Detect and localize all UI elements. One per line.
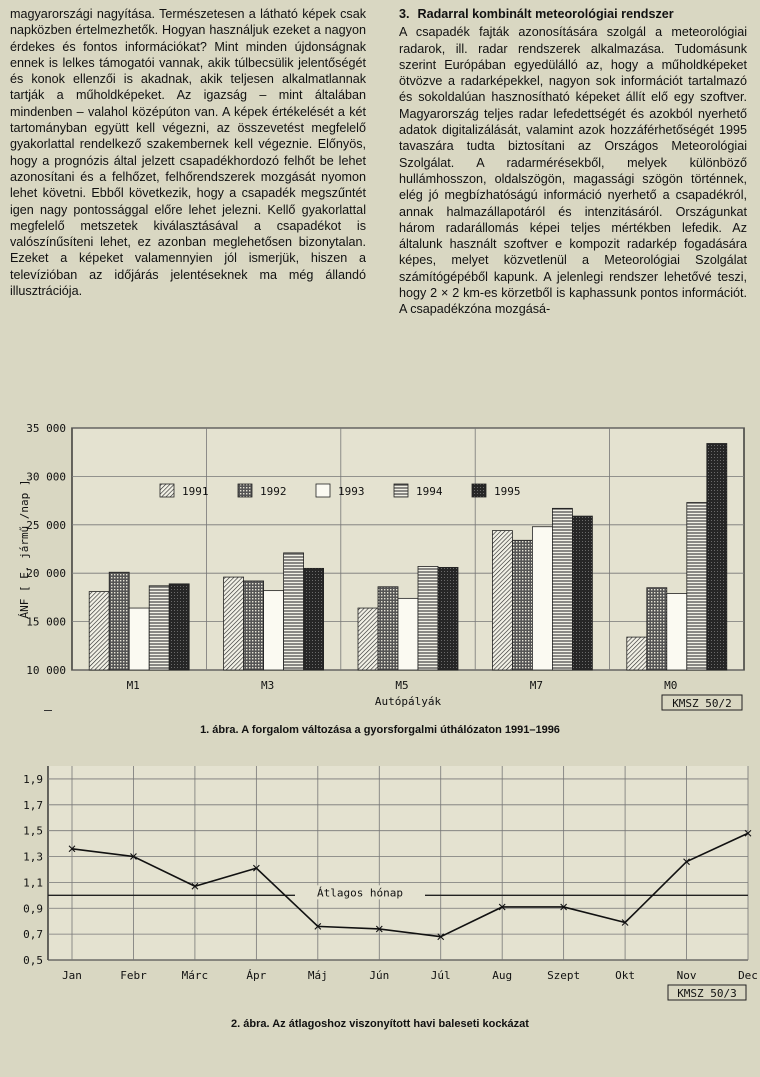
legend-swatch <box>238 484 252 497</box>
bar <box>224 577 244 670</box>
x-tick-label: Márc <box>181 969 209 982</box>
legend-swatch <box>472 484 486 497</box>
y-tick-label: 30 000 <box>26 470 66 484</box>
legend-label: 1995 <box>494 485 521 498</box>
x-axis-title: Autópályák <box>374 695 442 708</box>
y-tick-label: 0,9 <box>23 902 43 916</box>
x-tick-label: Okt <box>615 969 636 982</box>
bar <box>129 608 149 670</box>
bar <box>438 567 458 670</box>
x-tick-label: Aug <box>492 969 513 982</box>
x-tick-label: M7 <box>529 679 544 692</box>
bar <box>264 591 284 670</box>
y-tick-label: 1,1 <box>23 876 43 890</box>
accident-risk-line-chart <box>0 758 760 1002</box>
section-number: 3. <box>399 7 410 21</box>
bar <box>398 598 418 670</box>
y-tick-label: 0,7 <box>23 928 43 942</box>
bar <box>627 637 647 670</box>
figure1-caption: 1. ábra. A forgalom változása a gyorsforgalmi úthálózaton 1991–1996 <box>200 724 560 736</box>
y-tick-label: 10 000 <box>26 664 66 677</box>
y-tick-label: 1,5 <box>23 824 43 838</box>
x-tick-label: Ápr <box>246 969 267 982</box>
bar <box>687 503 707 670</box>
legend-swatch <box>316 484 330 497</box>
margin-dash <box>44 710 52 711</box>
bar <box>89 592 109 670</box>
bar <box>572 516 592 670</box>
y-tick-label: 1,9 <box>23 772 43 786</box>
x-tick-label: M5 <box>395 679 409 692</box>
y-tick-label: 15 000 <box>26 615 66 629</box>
section-heading <box>399 6 747 22</box>
y-axis-title: ÁNF [ E. jármű /nap ] <box>18 479 31 619</box>
bar <box>647 588 667 670</box>
bar <box>667 594 687 670</box>
x-tick-label: Febr <box>120 969 147 982</box>
x-tick-label: Dec <box>738 969 758 982</box>
right-text-column <box>399 6 747 318</box>
bar <box>492 531 512 670</box>
x-tick-label: Jún <box>369 969 390 982</box>
y-tick-label: 20 000 <box>26 567 66 581</box>
y-tick-label: 0,5 <box>23 954 43 967</box>
bar <box>512 540 532 670</box>
bar <box>707 443 727 670</box>
reference-label: Átlagos hónap <box>316 886 404 900</box>
y-tick-label: 1,7 <box>23 798 43 812</box>
x-tick-label: Júl <box>430 969 451 982</box>
bar <box>284 553 304 670</box>
bar <box>358 608 378 670</box>
left-text-column <box>10 6 366 299</box>
legend-label: 1991 <box>182 485 209 498</box>
x-tick-label: M3 <box>260 679 275 692</box>
bar <box>109 572 129 670</box>
y-tick-label: 35 000 <box>26 422 66 435</box>
figure-label: KMSZ 50/3 <box>677 987 737 1000</box>
bar <box>532 527 552 670</box>
y-tick-label: 1,3 <box>23 850 43 864</box>
x-tick-label: M0 <box>664 679 678 692</box>
legend-label: 1992 <box>260 485 287 498</box>
bar <box>244 581 264 670</box>
bar <box>304 568 324 670</box>
bar <box>378 587 398 670</box>
y-tick-label: 25 000 <box>26 518 66 532</box>
legend-label: 1993 <box>338 485 365 498</box>
legend-label: 1994 <box>416 485 443 498</box>
bar <box>418 566 438 670</box>
traffic-bar-chart <box>0 412 760 712</box>
legend-swatch <box>160 484 174 497</box>
x-tick-label: Jan <box>62 969 82 982</box>
bar <box>149 586 169 670</box>
x-tick-label: Nov <box>676 969 697 982</box>
bar <box>552 508 572 670</box>
figure2-caption: 2. ábra. Az átlagoshoz viszonyított havi baleseti kockázat <box>231 1018 529 1030</box>
legend-swatch <box>394 484 408 497</box>
x-tick-label: M1 <box>126 679 140 692</box>
x-tick-label: Szept <box>547 969 581 982</box>
bar <box>169 584 189 670</box>
section-title: Radarral kombinált meteorológiai rendszer <box>417 7 674 21</box>
x-tick-label: Máj <box>307 969 328 982</box>
left-paragraph: magyarországi nagyítása. Természetesen a látható képek csak napközben értelmezhetők. Hogyan használjuk ezeket a nagyon érdekes és fontos információkat? Mint minden újdonságnak ennek is lelkes támogatói vannak, akik túlbecsülik jelentőségét és konok ellenzői is akadnak, akik teljesen alkalmatlannak tartják a műholdképeket. Az igazság – mint általában mindenben – valahol középúton van. A képek értékelését a két tartományban együtt kell végezni, az összevetést megfelelő gyakorlattal rendelkező szakembernek kell végeznie. Előnyös, hogy a prognózis által jelzett csapadékhordozó felhőt be lehet azonosítani és a felhőzet, felhőrendszerek mozgását nyomon lehet követni. Ebből következik, hogy a csapadék megszűntét igen nagy pontossággal előre lehet jelezni. Kellő gyakorlattal megfelelő metszetek kiválasztásával a csapadékot is valószínűsíteni lehet, ez azonban meglehetősen bizonytalan. Ezeket a képeket valamennyien jól ismerjük, hiszen a televízióban az időjárás jelentéseknek ma még állandó illusztrációja. <box>10 7 366 299</box>
figure-label: KMSZ 50/2 <box>672 697 732 710</box>
right-paragraph: A csapadék fajták azonosítására szolgál a meteorológiai radarok, ill. radar rendszerek alkalmazása. Tudomásunk szerint Európában egyedülálló az, hogy a műholdképeket ötvözve a radarképekkel, nagyon sok információt tartalmazó és sokoldalúan hasznosítható képeket állít elő egy szoftver. Magyarország teljes radar lefedettségét és azokból nyerhető adatok digitalizálását, valamint azok hozzáférhetőségét 1995 tavaszára tudta biztosítani az Országos Meteorológiai Szolgálat. A radarmérésekből, melyek különböző hullámhosszon, oldalszögön, magassági szögön történnek, elég jó megbízhatóságú információ nyerhető a csapadékról, annak halmazállapotáról és intenzitásáról. Országunkat három radarállomás képei teljes mértékben lefedik. Az általunk használt szoftver e kompozit radarkép fogadására képes, melyet közvetlenül a Meteorológiai Szolgálat számítógépéből kapunk. A jelenlegi rendszer lehetővé teszi, hogy 2 × 2 km-es körzetből is kaphassunk pontos információt. A csapadékzóna mozgásá- <box>399 25 747 317</box>
